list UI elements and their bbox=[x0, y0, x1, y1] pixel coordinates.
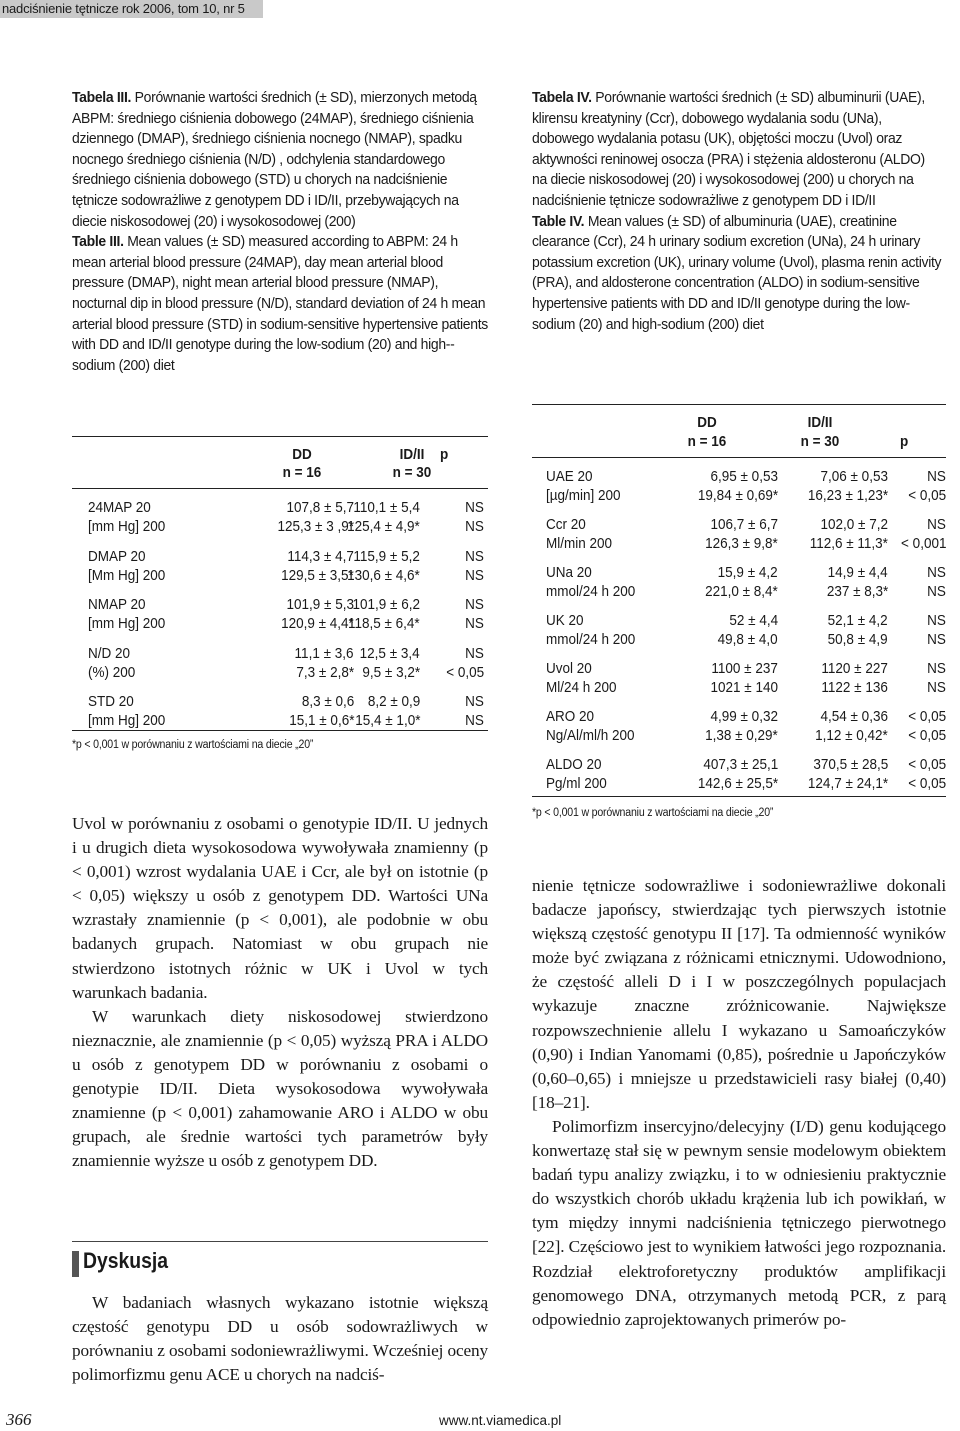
table4-caption-pl: Porównanie wartości średnich (± SD) albuminurii (UAE), klirensu kreatyniny (Ccr), dobowego wydalania sodu (UNa), dobowego wydalania potasu (UK), objętości moczu (Uvol) oraz aktywności reninowej osocza (PRA) i stężenia aldosteronu (ALDO) na diecie niskosodowej (20) i wysokosodowej (200) u chorych na nadciśnienie tętnicze sodowrażliwe z genotypem DD i ID/II bbox=[532, 89, 925, 209]
table4-caption-pl-label: Tabela IV. bbox=[532, 89, 592, 106]
body-right-paragraph-1: nienie tętnicze sodowrażliwe i sodoniewrażliwe dokonali badacze japońscy, stwierdzając tych pierwszych istotnie większą częstość genotypu II [17]. Ta odmienność wyników może być związana z różnicami etnicznymi. Udowodniono, że częstość alleli D i I w poszczególnych populacjach wykazuje znaczne zróżnicowanie. Największe rozpowszechnienie allelu I wykazano u Samoańczyków (0,90) i Indian Yanomami (0,85), pośrednie u Japończyków (0,60–0,65) i mniejsze u przedstawicieli rasy białej (0,40) [18–21]. bbox=[532, 876, 946, 1112]
table3-row-label: [mm Hg] 200 bbox=[88, 712, 166, 729]
discussion-paragraph-1: W badaniach własnych wykazano istotnie większą częstość genotypu DD u osób sodowrażliwych w porównaniu z osobami sodoniewrażliwymi. Wcześniej oceny polimorfizmu genu ACE u chorych na nadciś- bbox=[72, 1293, 488, 1385]
table3-row-id: 15,4 ± 1,0* bbox=[354, 712, 420, 729]
table4-row-label: [µg/min] 200 bbox=[546, 487, 621, 504]
table4-row-id: 370,5 ± 28,5 bbox=[813, 756, 888, 773]
table4-row-p: < 0,05 bbox=[908, 487, 946, 504]
table4-row-label: UK 20 bbox=[546, 612, 584, 629]
table3-header-id: ID/II bbox=[399, 446, 425, 463]
table4-row-label: Uvol 20 bbox=[546, 660, 592, 677]
table4-header-dd-n: n = 16 bbox=[687, 433, 727, 450]
table3-row-p: NS bbox=[465, 615, 484, 632]
body-left-column-2 bbox=[72, 1291, 488, 1387]
table4-row-label: Ccr 20 bbox=[546, 516, 586, 533]
table4-row-dd: 19,84 ± 0,69* bbox=[697, 487, 778, 504]
table4-header-rule bbox=[532, 457, 946, 458]
table3-row-p: NS bbox=[465, 547, 484, 565]
table3-footnote: *p < 0,001 w porównaniu z wartościami na diecie „20” bbox=[72, 739, 314, 751]
table4-row-dd: 221,0 ± 8,4* bbox=[705, 583, 778, 600]
table4-row-id: 237 ± 8,3* bbox=[826, 583, 888, 600]
table3-row-dd: 120,9 ± 4,4* bbox=[281, 615, 354, 632]
table3-row-dd: 101,9 ± 5,3 bbox=[286, 596, 354, 613]
section-heading-bar bbox=[72, 1251, 79, 1277]
table3-row-label: [mm Hg] 200 bbox=[88, 615, 166, 632]
table4-row-id: 1122 ± 136 bbox=[821, 679, 888, 696]
table4-row-label: Ml/24 h 200 bbox=[546, 679, 617, 696]
table4-row-p: NS bbox=[927, 583, 946, 600]
table4-row-id: 52,1 ± 4,2 bbox=[828, 612, 888, 629]
table4-row-dd: 4,99 ± 0,32 bbox=[710, 708, 778, 725]
table4-row-p: NS bbox=[927, 679, 946, 696]
table4-row-id: 4,54 ± 0,36 bbox=[820, 708, 888, 725]
table4-row-label: mmol/24 h 200 bbox=[546, 583, 636, 600]
table4-row-p: NS bbox=[927, 516, 946, 533]
table3-row-p: NS bbox=[465, 596, 484, 613]
table4-row-label: UAE 20 bbox=[546, 468, 593, 485]
table4-row-dd: 15,9 ± 4,2 bbox=[718, 564, 778, 581]
table3-caption-en: Mean values (± SD) measured according to ABPM: 24 h mean arterial blood pressure (24MAP), day mean arterial blood pressure (DMAP), night mean arterial blood pressure (NMAP), nocturnal dip in blood pressure (N/D), standard deviation of 24 h mean arterial blood pressure (STD) in sodium-sensitive hypertensive patients with DD and ID/II genotype during the low-sodium (20) and high--sodium (200) diet bbox=[72, 233, 488, 374]
table3-row-p: NS bbox=[465, 499, 484, 516]
body-right-column bbox=[532, 874, 946, 1332]
table3-row-id: 9,5 ± 3,2* bbox=[362, 663, 420, 681]
table4-row-id: 7,06 ± 0,53 bbox=[820, 468, 888, 485]
table3-row-label: NMAP 20 bbox=[88, 596, 146, 613]
table4-row-dd: 126,3 ± 9,8* bbox=[705, 535, 778, 552]
table3-row-p: NS bbox=[465, 566, 484, 584]
table4-row-id: 1120 ± 227 bbox=[821, 660, 888, 677]
section-heading-title: Dyskusja bbox=[83, 1248, 169, 1273]
table3-row-dd: 125,3 ± 3 ,9* bbox=[277, 518, 354, 535]
table4-row-p: < 0,001 bbox=[900, 535, 946, 552]
table4 bbox=[532, 404, 946, 804]
table4-row-label: UNa 20 bbox=[546, 564, 592, 581]
footer-url: www.nt.viamedica.pl bbox=[439, 1413, 562, 1428]
table4-row-id: 14,9 ± 4,4 bbox=[828, 564, 888, 581]
table3-caption-pl: Porównanie wartości średnich (± SD), mierzonych metodą ABPM: średniego ciśnienia dobowego (24MAP), średniego ciśnienia dziennego (DMAP), średniego ciśnienia nocnego (NMAP), spadku nocnego średniego ciśnienia (N/D) , odchylenia standardowego średniego ciśnienia dobowego (STD) u chorych na nadciśnienie tętnicze sodowrażliwe z genotypem DD i ID/II, przebywających na diecie niskosodowej (20) i wysokosodowej (200) bbox=[72, 89, 477, 230]
body-left-column bbox=[72, 812, 488, 1173]
section-heading bbox=[72, 1241, 488, 1277]
table4-row-dd: 106,7 ± 6,7 bbox=[710, 516, 778, 533]
table4-row-dd: 1100 ± 237 bbox=[711, 660, 778, 677]
table3-caption bbox=[72, 88, 491, 376]
page-number: 366 bbox=[6, 1410, 32, 1429]
table3-header-id-n: n = 30 bbox=[392, 464, 432, 481]
table4-row-p: NS bbox=[927, 612, 946, 629]
table4-row-p: < 0,05 bbox=[908, 708, 946, 725]
table4-row-p: < 0,05 bbox=[908, 727, 946, 744]
table4-row-id: 1,12 ± 0,42* bbox=[815, 727, 888, 744]
table3-row-label: DMAP 20 bbox=[88, 547, 146, 565]
body-left-paragraph-1: Uvol w porównaniu z osobami o genotypie ID/II. U jednych i u drugich dieta wysokosodowa wywoływała znamienny (p < 0,001) wzrost wydalania UAE i Ccr, ale był on istotnie (p < 0,05) większy u osób z genotypem DD. Wartości UNa wzrastały znamiennie (p < 0,001), ale podobnie w obu badanych grupach. Natomiast w obu grupach nie stwierdzono istotnych różnic w UK i Uvol w tych warunkach badania. bbox=[72, 814, 488, 1002]
table3-row-label: N/D 20 bbox=[88, 644, 131, 662]
table3-row-p: NS bbox=[465, 518, 484, 535]
table4-row-p: < 0,05 bbox=[908, 756, 946, 773]
table4-caption bbox=[532, 88, 941, 335]
table4-header-dd: DD bbox=[697, 414, 717, 431]
body-left-paragraph-2: W warunkach diety niskosodowej stwierdzono nieznacznie, ale znamiennie (p < 0,05) wyższą PRA i ALDO u osób z genotypem DD w porównaniu z osobami o genotypie ID/II. Dieta wysokosodowa wywoływała znamienne (p < 0,001) zahamowanie ARO i ALDO w obu grupach, ale średnie wartości tych parametrów były znamiennie wyższe u osób z genotypem DD. bbox=[72, 1006, 488, 1171]
table3-row-id: 115,9 ± 5,2 bbox=[353, 547, 420, 565]
table3 bbox=[72, 436, 488, 736]
table4-row-p: NS bbox=[927, 660, 946, 677]
table3-row-label: [Mm Hg] 200 bbox=[88, 566, 166, 584]
table3-row-p: < 0,05 bbox=[446, 663, 484, 681]
table4-row-id: 102,0 ± 7,2 bbox=[820, 516, 888, 533]
table4-row-label: ARO 20 bbox=[546, 708, 595, 725]
table4-row-id: 112,6 ± 11,3* bbox=[809, 535, 888, 552]
table3-row-label: [mm Hg] 200 bbox=[88, 518, 166, 535]
table3-row-id: 101,9 ± 6,2 bbox=[352, 596, 420, 613]
table4-row-dd: 1,38 ± 0,29* bbox=[705, 727, 778, 744]
table4-caption-en: Mean values (± SD) of albuminuria (UAE), creatinine clearance (Ccr), 24 h urinary sodium excretion (UNa), 24 h urinary potassium excretion (UK), urinary volume (Uvol), plasma renin activity (PRA), and aldosterone concentration (ALDO) in sodium-sensitive hypertensive patients with DD and ID/II genotype during the low-sodium (20) and high-sodium (200) diet bbox=[532, 212, 942, 333]
table3-row-dd: 114,3 ± 4,7 bbox=[287, 547, 354, 565]
table3-row-id: 130,6 ± 4,6* bbox=[347, 566, 420, 584]
table3-row-id: 125,4 ± 4,9* bbox=[347, 518, 420, 535]
table4-row-dd: 407,3 ± 25,1 bbox=[703, 756, 778, 773]
table3-row-label: (%) 200 bbox=[88, 663, 136, 681]
table3-header-p: p bbox=[440, 446, 449, 463]
table4-row-dd: 142,6 ± 25,5* bbox=[697, 775, 778, 792]
table3-row-label: STD 20 bbox=[88, 693, 134, 710]
table4-row-id: 16,23 ± 1,23* bbox=[807, 487, 888, 504]
table4-row-label: Ng/Al/ml/h 200 bbox=[546, 727, 635, 744]
table3-header-rule bbox=[72, 488, 488, 489]
table4-row-dd: 6,95 ± 0,53 bbox=[710, 468, 778, 485]
table4-row-dd: 1021 ± 140 bbox=[710, 679, 778, 696]
table3-row-p: NS bbox=[465, 644, 484, 662]
table4-row-label: Ml/min 200 bbox=[546, 535, 613, 552]
table4-caption-en-label: Table IV. bbox=[532, 212, 585, 230]
table4-row-p: NS bbox=[927, 468, 946, 485]
table4-row-id: 124,7 ± 24,1* bbox=[807, 775, 888, 792]
table3-row-dd: 129,5 ± 3,5* bbox=[281, 566, 354, 584]
table3-row-p: NS bbox=[465, 693, 484, 710]
table4-row-label: ALDO 20 bbox=[546, 756, 602, 773]
table3-row-id: 12,5 ± 3,4 bbox=[360, 644, 420, 662]
table3-row-id: 118,5 ± 6,4* bbox=[348, 615, 420, 632]
table3-caption-en-label: Table III. bbox=[72, 233, 124, 251]
table3-row-dd: 107,8 ± 5,7 bbox=[286, 499, 354, 516]
table4-row-dd: 49,8 ± 4,0 bbox=[718, 631, 778, 648]
table3-row-dd: 11,1 ± 3,6 bbox=[295, 644, 354, 662]
table3-row-dd: 15,1 ± 0,6* bbox=[288, 712, 354, 729]
running-head bbox=[0, 0, 263, 18]
table3-header-dd: DD bbox=[292, 446, 312, 463]
table3-row-id: 8,2 ± 0,9 bbox=[367, 693, 420, 710]
table4-header-id-n: n = 30 bbox=[800, 433, 840, 450]
table4-footnote: *p < 0,001 w porównaniu z wartościami na diecie „20” bbox=[532, 807, 774, 819]
table3-row-dd: 8,3 ± 0,6 bbox=[301, 693, 354, 710]
table3-caption-pl-label: Tabela III. bbox=[72, 89, 132, 106]
table4-bottom-rule bbox=[532, 796, 946, 797]
table3-bottom-rule bbox=[72, 730, 488, 731]
table4-row-label: Pg/ml 200 bbox=[546, 775, 607, 792]
table4-row-p: NS bbox=[927, 564, 946, 581]
table3-row-id: 110,1 ± 5,4 bbox=[353, 499, 420, 516]
table4-row-label: mmol/24 h 200 bbox=[546, 631, 636, 648]
table4-header-id: ID/II bbox=[807, 414, 833, 431]
table4-header-p: p bbox=[900, 433, 909, 450]
table4-row-dd: 52 ± 4,4 bbox=[729, 612, 778, 629]
table3-row-dd: 7,3 ± 2,8* bbox=[296, 663, 354, 681]
table3-row-p: NS bbox=[465, 712, 484, 729]
table4-row-p: NS bbox=[927, 631, 946, 648]
table3-header-dd-n: n = 16 bbox=[282, 464, 322, 481]
running-head-text: nadciśnienie tętnicze rok 2006, tom 10, nr 5 bbox=[2, 1, 245, 16]
table3-row-label: 24MAP 20 bbox=[88, 499, 151, 516]
table4-row-p: < 0,05 bbox=[908, 775, 946, 792]
table4-row-id: 50,8 ± 4,9 bbox=[828, 631, 888, 648]
body-right-paragraph-2: Polimorfizm insercyjno/delecyjny (I/D) genu kodującego konwertazę stał się w pewnym sensie modelowym obiektem badań typu analizy związku, i to w odniesieniu praktycznie do wszystkich chorób układu krążenia lub ich powikłań, w tym między innymi nadciśnienia tętniczego pierwotnego [22]. Częściowo jest to wynikiem łatwości jego rozpoznania. Rozdział elektroforetyczny produktów amplifikacji genomowego DNA, otrzymanych metodą PCR, z parą odpowiednio zaprojektowanych primerów po- bbox=[532, 1116, 946, 1329]
